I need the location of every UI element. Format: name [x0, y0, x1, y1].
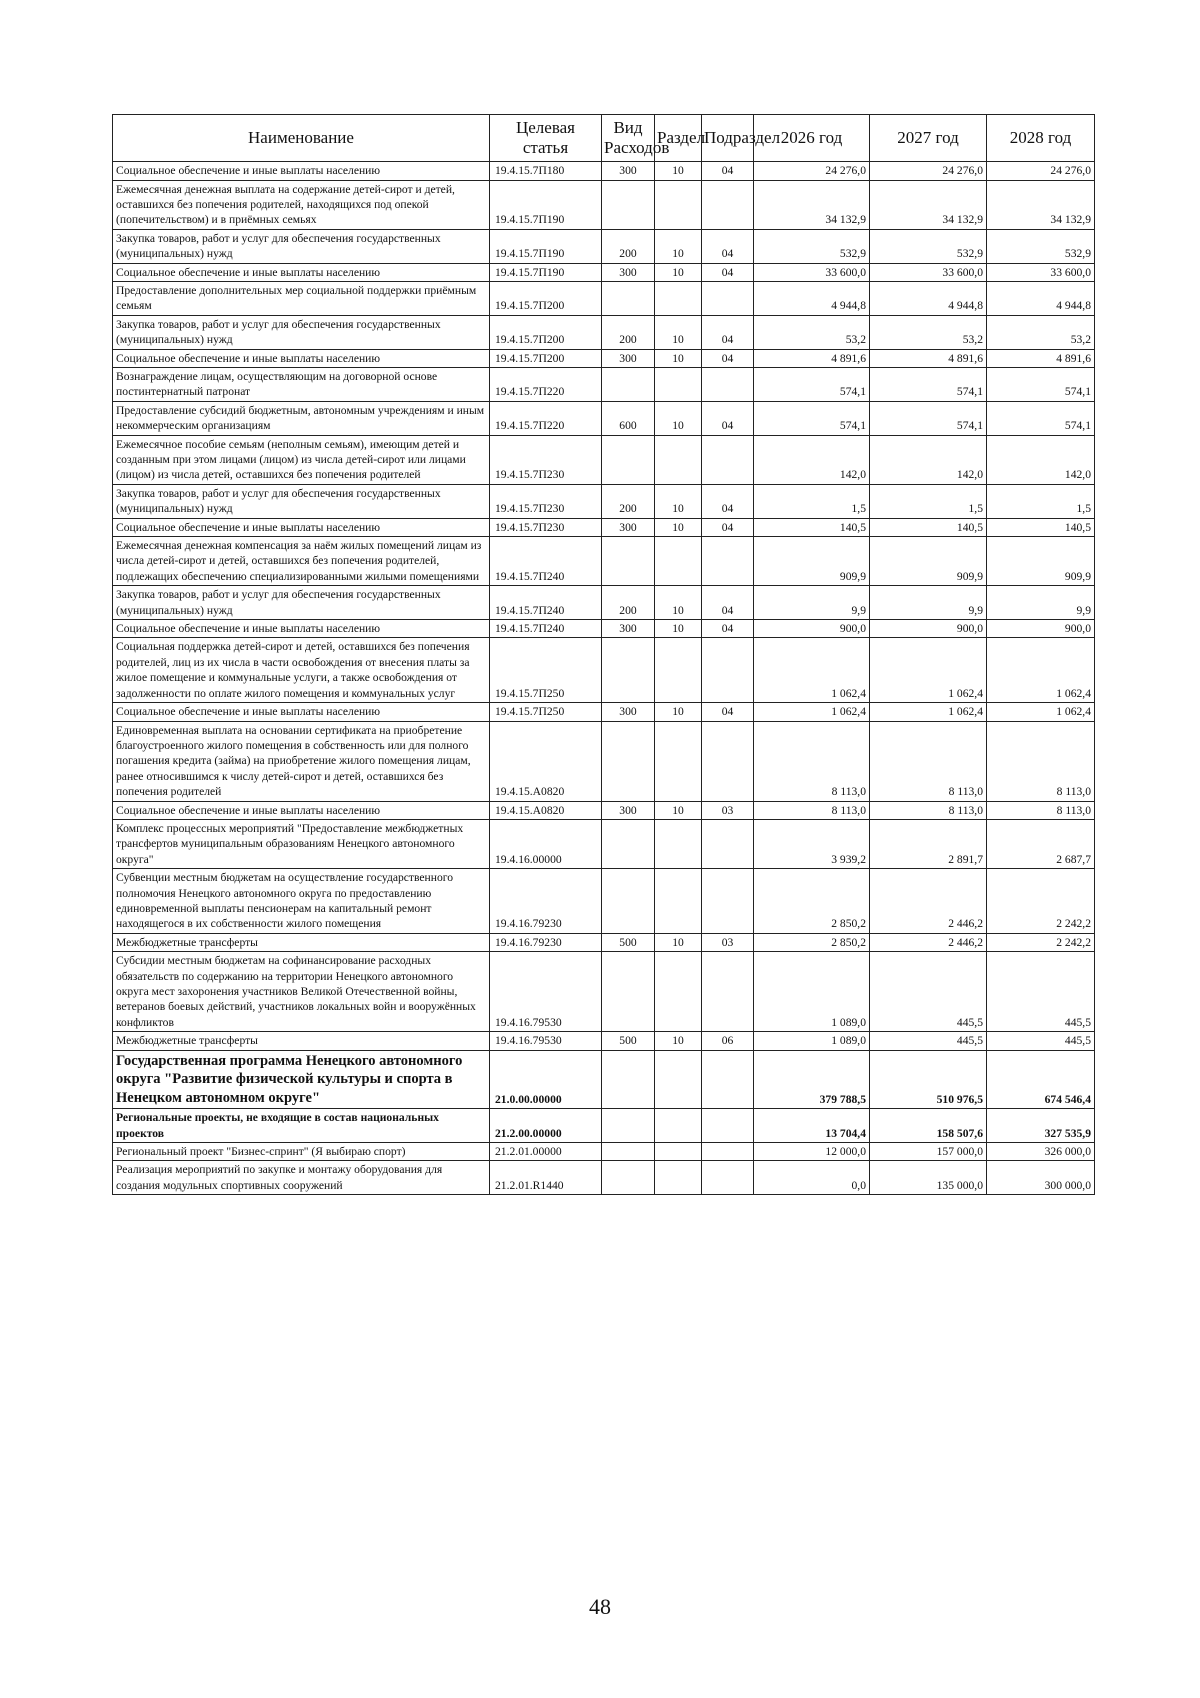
row-vid: 300 [602, 620, 655, 638]
row-value-2028: 1,5 [987, 484, 1095, 518]
row-value-2027: 157 000,0 [870, 1143, 987, 1161]
row-value-2026: 53,2 [754, 315, 870, 349]
row-vid: 600 [602, 401, 655, 435]
row-razdel: 10 [655, 349, 702, 367]
row-razdel: 10 [655, 801, 702, 819]
row-value-2027: 2 446,2 [870, 869, 987, 934]
row-value-2026: 33 600,0 [754, 263, 870, 281]
row-value-2027: 135 000,0 [870, 1161, 987, 1195]
row-code: 19.4.15.7П240 [490, 620, 602, 638]
row-name: Региональный проект "Бизнес-спринт" (Я выбираю спорт) [113, 1143, 490, 1161]
row-value-2028: 674 546,4 [987, 1050, 1095, 1109]
table-row [113, 703, 1095, 721]
table-row [113, 315, 1095, 349]
row-value-2026: 142,0 [754, 435, 870, 484]
row-value-2026: 34 132,9 [754, 180, 870, 229]
row-name: Региональные проекты, не входящие в состав национальных проектов [113, 1109, 490, 1143]
row-value-2028: 574,1 [987, 367, 1095, 401]
row-value-2028: 445,5 [987, 1032, 1095, 1050]
row-value-2026: 3 939,2 [754, 819, 870, 868]
row-code: 19.4.16.00000 [490, 819, 602, 868]
table-row [113, 1143, 1095, 1161]
row-value-2026: 4 891,6 [754, 349, 870, 367]
row-podrazdel: 04 [702, 518, 754, 536]
row-vid: 200 [602, 315, 655, 349]
row-name: Субсидии местным бюджетам на софинансирование расходных обязательств по содержанию на территории Ненецкого автономного округа мест захоронения участников Великой Отечественной войны, ветеранов боевых действий, участников локальных войн и вооружённых конфликтов [113, 952, 490, 1032]
row-code: 19.4.15.7П240 [490, 537, 602, 586]
row-razdel: 10 [655, 933, 702, 951]
table-row [113, 263, 1095, 281]
row-value-2026: 909,9 [754, 537, 870, 586]
row-podrazdel: 04 [702, 620, 754, 638]
row-razdel [655, 180, 702, 229]
row-razdel: 10 [655, 620, 702, 638]
row-razdel [655, 952, 702, 1032]
row-value-2026: 900,0 [754, 620, 870, 638]
row-value-2026: 13 704,4 [754, 1109, 870, 1143]
row-podrazdel: 04 [702, 315, 754, 349]
row-podrazdel [702, 1050, 754, 1109]
row-vid [602, 721, 655, 801]
row-podrazdel [702, 367, 754, 401]
row-vid [602, 1109, 655, 1143]
row-code: 21.0.00.00000 [490, 1050, 602, 1109]
table-row [113, 620, 1095, 638]
header-2026: 2026 год [754, 115, 870, 162]
row-value-2027: 8 113,0 [870, 801, 987, 819]
row-vid [602, 367, 655, 401]
table-row [113, 952, 1095, 1032]
row-value-2028: 574,1 [987, 401, 1095, 435]
header-2028: 2028 год [987, 115, 1095, 162]
row-value-2026: 1 062,4 [754, 638, 870, 703]
row-value-2027: 2 446,2 [870, 933, 987, 951]
row-value-2026: 0,0 [754, 1161, 870, 1195]
row-razdel [655, 435, 702, 484]
row-name: Социальное обеспечение и иные выплаты населению [113, 162, 490, 180]
row-value-2028: 24 276,0 [987, 162, 1095, 180]
table-row [113, 933, 1095, 951]
row-vid [602, 281, 655, 315]
table-row [113, 180, 1095, 229]
row-vid: 200 [602, 586, 655, 620]
row-name: Закупка товаров, работ и услуг для обеспечения государственных (муниципальных) нужд [113, 484, 490, 518]
row-vid: 300 [602, 703, 655, 721]
budget-table [112, 114, 1095, 1195]
row-code: 21.2.00.00000 [490, 1109, 602, 1143]
row-razdel: 10 [655, 703, 702, 721]
row-value-2027: 140,5 [870, 518, 987, 536]
row-value-2028: 327 535,9 [987, 1109, 1095, 1143]
row-value-2026: 379 788,5 [754, 1050, 870, 1109]
row-razdel [655, 1161, 702, 1195]
row-name: Закупка товаров, работ и услуг для обеспечения государственных (муниципальных) нужд [113, 229, 490, 263]
row-razdel: 10 [655, 263, 702, 281]
row-code: 19.4.15.7П250 [490, 638, 602, 703]
row-podrazdel: 04 [702, 401, 754, 435]
row-podrazdel [702, 721, 754, 801]
table-row [113, 819, 1095, 868]
row-value-2028: 445,5 [987, 952, 1095, 1032]
row-value-2026: 8 113,0 [754, 801, 870, 819]
table-row [113, 401, 1095, 435]
row-name: Закупка товаров, работ и услуг для обеспечения государственных (муниципальных) нужд [113, 586, 490, 620]
row-podrazdel: 04 [702, 484, 754, 518]
row-razdel [655, 721, 702, 801]
row-value-2027: 33 600,0 [870, 263, 987, 281]
row-razdel: 10 [655, 162, 702, 180]
row-name: Вознаграждение лицам, осуществляющим на договорной основе постинтернатный патронат [113, 367, 490, 401]
row-value-2027: 909,9 [870, 537, 987, 586]
row-code: 19.4.15.7П180 [490, 162, 602, 180]
row-code: 21.2.01.R1440 [490, 1161, 602, 1195]
row-vid [602, 1143, 655, 1161]
row-code: 19.4.15.А0820 [490, 801, 602, 819]
row-code: 19.4.15.7П190 [490, 263, 602, 281]
row-code: 19.4.15.7П230 [490, 484, 602, 518]
row-value-2027: 53,2 [870, 315, 987, 349]
row-code: 19.4.15.7П200 [490, 315, 602, 349]
row-podrazdel [702, 638, 754, 703]
table-row [113, 721, 1095, 801]
header-vid: Вид Расходов [602, 115, 655, 162]
row-name: Реализация мероприятий по закупке и монтажу оборудования для создания модульных спортивных сооружений [113, 1161, 490, 1195]
row-value-2027: 2 891,7 [870, 819, 987, 868]
table-row [113, 1109, 1095, 1143]
row-value-2027: 142,0 [870, 435, 987, 484]
row-razdel [655, 869, 702, 934]
row-value-2028: 142,0 [987, 435, 1095, 484]
row-podrazdel [702, 819, 754, 868]
row-razdel [655, 537, 702, 586]
row-podrazdel: 06 [702, 1032, 754, 1050]
row-name: Предоставление дополнительных мер социальной поддержки приёмным семьям [113, 281, 490, 315]
row-value-2027: 900,0 [870, 620, 987, 638]
row-value-2026: 574,1 [754, 367, 870, 401]
row-name: Ежемесячное пособие семьям (неполным семьям), имеющим детей и созданным при этом лицами (лицом) из числа детей-сирот или лицами (лицом) из числа детей, оставшихся без попечения родителей [113, 435, 490, 484]
row-value-2028: 1 062,4 [987, 703, 1095, 721]
row-name: Комплекс процессных мероприятий "Предоставление межбюджетных трансфертов муниципальным образованиям Ненецкого автономного округа" [113, 819, 490, 868]
row-podrazdel [702, 537, 754, 586]
row-vid: 200 [602, 229, 655, 263]
row-podrazdel: 03 [702, 933, 754, 951]
row-podrazdel: 04 [702, 703, 754, 721]
row-vid [602, 1161, 655, 1195]
row-razdel: 10 [655, 518, 702, 536]
row-value-2028: 4 944,8 [987, 281, 1095, 315]
header-name: Наименование [113, 115, 490, 162]
row-code: 19.4.15.7П200 [490, 349, 602, 367]
row-name: Социальное обеспечение и иные выплаты населению [113, 263, 490, 281]
row-vid: 300 [602, 162, 655, 180]
row-podrazdel [702, 1143, 754, 1161]
row-value-2026: 1,5 [754, 484, 870, 518]
row-value-2027: 4 944,8 [870, 281, 987, 315]
row-value-2026: 140,5 [754, 518, 870, 536]
row-vid [602, 180, 655, 229]
row-name: Межбюджетные трансферты [113, 933, 490, 951]
row-code: 19.4.15.7П230 [490, 435, 602, 484]
row-razdel [655, 819, 702, 868]
header-2027: 2027 год [870, 115, 987, 162]
row-code: 19.4.15.7П200 [490, 281, 602, 315]
row-value-2028: 2 687,7 [987, 819, 1095, 868]
row-value-2027: 34 132,9 [870, 180, 987, 229]
row-value-2028: 532,9 [987, 229, 1095, 263]
row-name: Закупка товаров, работ и услуг для обеспечения государственных (муниципальных) нужд [113, 315, 490, 349]
row-podrazdel: 04 [702, 586, 754, 620]
row-value-2026: 9,9 [754, 586, 870, 620]
row-value-2026: 2 850,2 [754, 869, 870, 934]
row-value-2028: 900,0 [987, 620, 1095, 638]
row-code: 19.4.15.7П250 [490, 703, 602, 721]
row-value-2028: 300 000,0 [987, 1161, 1095, 1195]
row-razdel [655, 281, 702, 315]
table-row [113, 537, 1095, 586]
table-row [113, 229, 1095, 263]
row-code: 19.4.16.79530 [490, 952, 602, 1032]
row-podrazdel [702, 435, 754, 484]
row-razdel: 10 [655, 484, 702, 518]
table-row [113, 518, 1095, 536]
row-value-2028: 140,5 [987, 518, 1095, 536]
row-vid: 300 [602, 518, 655, 536]
row-code: 19.4.15.7П190 [490, 229, 602, 263]
row-value-2026: 24 276,0 [754, 162, 870, 180]
row-value-2028: 8 113,0 [987, 721, 1095, 801]
table-row [113, 162, 1095, 180]
row-value-2028: 4 891,6 [987, 349, 1095, 367]
row-name: Ежемесячная денежная компенсация за наём жилых помещений лицам из числа детей-сирот и детей, оставшихся без попечения родителей, подлежащих обеспечению специализированными жилыми помещениями [113, 537, 490, 586]
row-podrazdel: 04 [702, 349, 754, 367]
table-row [113, 484, 1095, 518]
row-name: Государственная программа Ненецкого автономного округа "Развитие физической культуры и спорта в Ненецком автономном округе" [113, 1050, 490, 1109]
header-razdel: Раздел [655, 115, 702, 162]
row-value-2027: 1 062,4 [870, 703, 987, 721]
row-code: 19.4.15.А0820 [490, 721, 602, 801]
row-value-2027: 445,5 [870, 952, 987, 1032]
row-razdel: 10 [655, 229, 702, 263]
row-name: Социальное обеспечение и иные выплаты населению [113, 703, 490, 721]
table-row [113, 435, 1095, 484]
row-podrazdel [702, 281, 754, 315]
row-value-2028: 909,9 [987, 537, 1095, 586]
row-value-2027: 1 062,4 [870, 638, 987, 703]
row-value-2026: 12 000,0 [754, 1143, 870, 1161]
row-value-2028: 326 000,0 [987, 1143, 1095, 1161]
table-row [113, 869, 1095, 934]
row-value-2027: 24 276,0 [870, 162, 987, 180]
row-value-2027: 574,1 [870, 401, 987, 435]
table-row [113, 638, 1095, 703]
row-vid: 300 [602, 263, 655, 281]
row-razdel: 10 [655, 401, 702, 435]
row-value-2028: 34 132,9 [987, 180, 1095, 229]
row-razdel: 10 [655, 586, 702, 620]
row-vid [602, 435, 655, 484]
row-code: 21.2.01.00000 [490, 1143, 602, 1161]
header-code: Целевая статья [490, 115, 602, 162]
row-value-2027: 4 891,6 [870, 349, 987, 367]
row-name: Единовременная выплата на основании сертификата на приобретение благоустроенного жилого помещения в собственность или для полного погашения кредита (займа) на приобретение жилого помещения лицам, ранее относившимся к числу детей-сирот и детей, оставшихся без попечения родителей [113, 721, 490, 801]
row-value-2028: 9,9 [987, 586, 1095, 620]
page-number: 48 [589, 1594, 611, 1619]
row-value-2028: 2 242,2 [987, 869, 1095, 934]
table-row [113, 801, 1095, 819]
row-name: Социальное обеспечение и иные выплаты населению [113, 801, 490, 819]
row-name: Субвенции местным бюджетам на осуществление государственного полномочия Ненецкого автономного округа по предоставлению единовременной выплаты пенсионерам на капитальный ремонт находящегося в их собственности жилого помещения [113, 869, 490, 934]
row-value-2027: 510 976,5 [870, 1050, 987, 1109]
row-code: 19.4.15.7П220 [490, 367, 602, 401]
row-value-2026: 4 944,8 [754, 281, 870, 315]
header-podrazdel: Подраздел [702, 115, 754, 162]
row-value-2028: 33 600,0 [987, 263, 1095, 281]
row-razdel [655, 367, 702, 401]
table-row [113, 1032, 1095, 1050]
row-value-2026: 574,1 [754, 401, 870, 435]
row-podrazdel [702, 869, 754, 934]
row-code: 19.4.15.7П220 [490, 401, 602, 435]
row-value-2026: 1 089,0 [754, 952, 870, 1032]
row-name: Межбюджетные трансферты [113, 1032, 490, 1050]
row-vid [602, 1050, 655, 1109]
row-vid: 500 [602, 1032, 655, 1050]
row-code: 19.4.15.7П230 [490, 518, 602, 536]
row-value-2027: 445,5 [870, 1032, 987, 1050]
row-name: Социальное обеспечение и иные выплаты населению [113, 620, 490, 638]
table-row [113, 1050, 1095, 1109]
row-value-2026: 8 113,0 [754, 721, 870, 801]
row-vid [602, 952, 655, 1032]
row-podrazdel: 04 [702, 162, 754, 180]
row-name: Предоставление субсидий бюджетным, автономным учреждениям и иным некоммерческим организациям [113, 401, 490, 435]
row-code: 19.4.16.79230 [490, 869, 602, 934]
row-vid [602, 819, 655, 868]
row-podrazdel: 04 [702, 229, 754, 263]
row-value-2027: 574,1 [870, 367, 987, 401]
row-razdel [655, 638, 702, 703]
row-vid: 300 [602, 349, 655, 367]
row-value-2026: 532,9 [754, 229, 870, 263]
row-value-2028: 2 242,2 [987, 933, 1095, 951]
row-podrazdel: 03 [702, 801, 754, 819]
row-value-2027: 1,5 [870, 484, 987, 518]
row-code: 19.4.16.79530 [490, 1032, 602, 1050]
row-vid: 500 [602, 933, 655, 951]
row-vid: 200 [602, 484, 655, 518]
row-razdel [655, 1050, 702, 1109]
row-podrazdel [702, 1161, 754, 1195]
row-value-2028: 8 113,0 [987, 801, 1095, 819]
row-value-2028: 1 062,4 [987, 638, 1095, 703]
row-value-2028: 53,2 [987, 315, 1095, 349]
table-row [113, 367, 1095, 401]
row-code: 19.4.16.79230 [490, 933, 602, 951]
row-vid [602, 638, 655, 703]
row-code: 19.4.15.7П190 [490, 180, 602, 229]
row-code: 19.4.15.7П240 [490, 586, 602, 620]
table-row [113, 349, 1095, 367]
row-razdel [655, 1143, 702, 1161]
row-podrazdel [702, 952, 754, 1032]
row-vid [602, 537, 655, 586]
row-value-2027: 158 507,6 [870, 1109, 987, 1143]
row-value-2026: 1 062,4 [754, 703, 870, 721]
row-name: Социальная поддержка детей-сирот и детей, оставшихся без попечения родителей, лиц из их числа в части освобождения от внесения платы за жилое помещение и коммунальные услуги, а также освобождения от задолженности по оплате жилого помещения и коммунальных услуг [113, 638, 490, 703]
table-row [113, 586, 1095, 620]
row-razdel: 10 [655, 1032, 702, 1050]
row-value-2027: 9,9 [870, 586, 987, 620]
row-podrazdel [702, 1109, 754, 1143]
row-name: Социальное обеспечение и иные выплаты населению [113, 349, 490, 367]
row-name: Ежемесячная денежная выплата на содержание детей-сирот и детей, оставшихся без попечения родителей, находящихся под опекой (попечительством) и в приёмных семьях [113, 180, 490, 229]
row-razdel: 10 [655, 315, 702, 349]
row-value-2027: 532,9 [870, 229, 987, 263]
row-vid [602, 869, 655, 934]
row-name: Социальное обеспечение и иные выплаты населению [113, 518, 490, 536]
row-value-2026: 2 850,2 [754, 933, 870, 951]
table-row [113, 1161, 1095, 1195]
row-razdel [655, 1109, 702, 1143]
header-row [113, 115, 1095, 162]
row-vid: 300 [602, 801, 655, 819]
row-podrazdel [702, 180, 754, 229]
row-value-2027: 8 113,0 [870, 721, 987, 801]
row-value-2026: 1 089,0 [754, 1032, 870, 1050]
row-podrazdel: 04 [702, 263, 754, 281]
table-row [113, 281, 1095, 315]
